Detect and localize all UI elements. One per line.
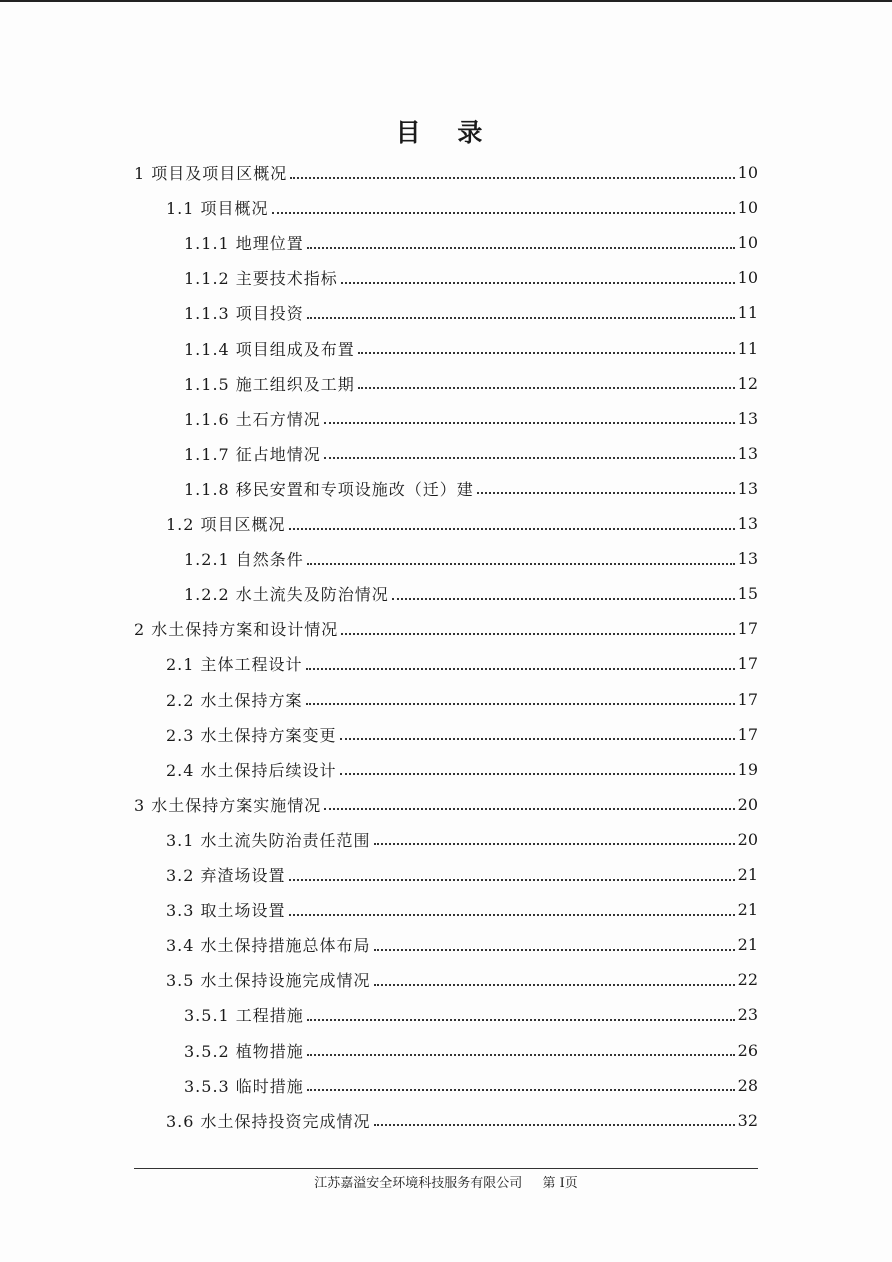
toc-entry-page: 17 (737, 689, 758, 709)
dot-leader (392, 584, 735, 600)
footer-page-number: 第 I页 (542, 1176, 578, 1191)
dot-leader (340, 724, 735, 740)
toc-entry[interactable] (184, 471, 758, 506)
toc-entry-label: 2.4 水土保持后续设计 (166, 760, 337, 780)
toc-entry[interactable] (184, 1033, 758, 1068)
toc-entry[interactable] (184, 401, 758, 436)
dot-leader (306, 654, 735, 670)
footer-divider (134, 1168, 758, 1169)
dot-leader (477, 478, 735, 494)
toc-entry-label: 1.1.6 土石方情况 (184, 409, 321, 429)
toc-entry-page: 12 (737, 373, 758, 393)
toc-entry-page: 10 (737, 233, 758, 253)
page-footer (134, 1172, 758, 1191)
toc-entry-label: 1.2.1 自然条件 (184, 550, 304, 570)
dot-leader (374, 935, 735, 951)
toc-entry-page: 11 (737, 303, 758, 323)
dot-leader (324, 794, 734, 810)
toc-entry[interactable] (166, 857, 758, 892)
dot-leader (374, 829, 735, 845)
toc-entry-label: 1.2.2 水土流失及防治情况 (184, 585, 389, 605)
toc-entry-label: 3.2 弃渣场设置 (166, 866, 286, 885)
toc-entry-page: 13 (737, 408, 758, 428)
toc-entry-label: 2.2 水土保持方案 (166, 690, 303, 710)
dot-leader (324, 443, 735, 459)
toc-entry[interactable] (184, 366, 758, 401)
dot-leader (272, 198, 735, 214)
dot-leader (358, 338, 735, 354)
toc-entry[interactable] (184, 576, 758, 611)
toc-entry[interactable] (166, 927, 758, 962)
toc-entry-page: 10 (737, 163, 758, 182)
toc-entry-label: 3 水土保持方案实施情况 (134, 795, 322, 815)
toc-entry-page: 17 (737, 724, 758, 744)
toc-entry-page: 28 (737, 1075, 758, 1095)
toc-entry[interactable] (166, 822, 758, 857)
dot-leader (289, 865, 735, 881)
toc-entry-page: 21 (737, 935, 758, 955)
dot-leader (289, 900, 735, 916)
toc-entry-page: 10 (737, 198, 758, 218)
toc-entry-label: 3.1 水土流失防治责任范围 (166, 830, 371, 850)
toc-entry-page: 21 (737, 865, 758, 884)
toc-entry-page: 23 (737, 1005, 758, 1025)
toc-entry-page: 20 (737, 794, 758, 814)
dot-leader (358, 373, 735, 389)
dot-leader (290, 163, 734, 179)
toc-entry[interactable] (166, 1103, 758, 1138)
toc-entry[interactable] (184, 260, 758, 295)
toc-entry-label: 1.1.8 移民安置和专项设施改（迁）建 (184, 479, 474, 499)
toc-entry-label: 2.1 主体工程设计 (166, 655, 303, 675)
toc-entry-page: 17 (737, 654, 758, 674)
footer-company: 江苏嘉溢安全环境科技服务有限公司 (314, 1176, 523, 1191)
toc-entry-label: 1.1.5 施工组织及工期 (184, 374, 355, 394)
toc-entry-page: 32 (737, 1110, 758, 1130)
toc-entry-page: 26 (737, 1040, 758, 1060)
toc-entry[interactable] (134, 611, 758, 646)
toc-entry-label: 3.5 水土保持设施完成情况 (166, 971, 371, 991)
toc-entry[interactable] (184, 295, 758, 330)
toc-entry[interactable] (166, 717, 758, 752)
toc-entry-label: 1 项目及项目区概况 (134, 164, 288, 183)
toc-entry-page: 19 (737, 759, 758, 779)
dot-leader (307, 233, 735, 249)
toc-entry[interactable] (134, 787, 758, 822)
toc-entry-page: 21 (737, 900, 758, 920)
dot-leader (306, 689, 735, 705)
toc-entry-label: 3.4 水土保持措施总体布局 (166, 936, 371, 956)
dot-leader (341, 619, 734, 635)
dot-leader (307, 1005, 735, 1021)
toc-entry-page: 20 (737, 829, 758, 849)
dot-leader (340, 759, 735, 775)
toc-entry-page: 13 (737, 514, 758, 533)
dot-leader (289, 514, 735, 530)
toc-entry-page: 13 (737, 478, 758, 498)
toc-entry[interactable] (166, 646, 758, 681)
toc-entry-label: 2 水土保持方案和设计情况 (134, 620, 339, 640)
toc-entry[interactable] (166, 962, 758, 997)
toc-entry-page: 10 (737, 268, 758, 288)
page-title: 目 录 (395, 118, 497, 147)
toc-entry-page: 22 (737, 970, 758, 990)
toc-entry-label: 2.3 水土保持方案变更 (166, 725, 337, 745)
toc-entry[interactable] (184, 436, 758, 471)
toc-entry-page: 13 (737, 443, 758, 463)
toc-entry-label: 3.5.1 工程措施 (184, 1006, 304, 1026)
dot-leader (374, 1110, 735, 1126)
dot-leader (307, 549, 735, 565)
toc-entry-label: 1.1.3 项目投资 (184, 304, 304, 324)
toc-entry[interactable] (166, 892, 758, 927)
toc-entry[interactable] (184, 541, 758, 576)
toc-entry-label: 3.5.3 临时措施 (184, 1076, 304, 1096)
toc-entry[interactable] (166, 190, 758, 225)
toc-entry[interactable] (184, 225, 758, 260)
toc-entry[interactable] (166, 682, 758, 717)
toc-entry-label: 1.1.1 地理位置 (184, 234, 304, 254)
toc-entry-label: 1.1.4 项目组成及布置 (184, 339, 355, 359)
top-border (0, 0, 892, 2)
toc-entry[interactable] (184, 997, 758, 1032)
toc-entry[interactable] (166, 752, 758, 787)
toc-entry-page: 13 (737, 549, 758, 569)
toc-entry-label: 1.1 项目概况 (166, 199, 269, 219)
toc-entry[interactable] (134, 155, 758, 190)
dot-leader (374, 970, 735, 986)
dot-leader (307, 303, 735, 319)
toc-entry-label: 3.6 水土保持投资完成情况 (166, 1111, 371, 1131)
toc-entry-label: 1.2 项目区概况 (166, 515, 286, 534)
toc-entry[interactable] (166, 506, 758, 541)
dot-leader (307, 1075, 735, 1091)
toc-entry-label: 3.5.2 植物措施 (184, 1041, 304, 1061)
toc-entry-page: 11 (737, 338, 758, 358)
dot-leader (341, 268, 735, 284)
toc-entry-label: 3.3 取土场设置 (166, 901, 286, 921)
toc-entry-page: 17 (737, 619, 758, 639)
toc-entry-page: 15 (737, 584, 758, 604)
toc-entry[interactable] (184, 331, 758, 366)
dot-leader (324, 408, 735, 424)
toc-entry-label: 1.1.2 主要技术指标 (184, 269, 338, 289)
toc-entry[interactable] (184, 1068, 758, 1103)
dot-leader (307, 1040, 735, 1056)
toc-entry-label: 1.1.7 征占地情况 (184, 444, 321, 464)
